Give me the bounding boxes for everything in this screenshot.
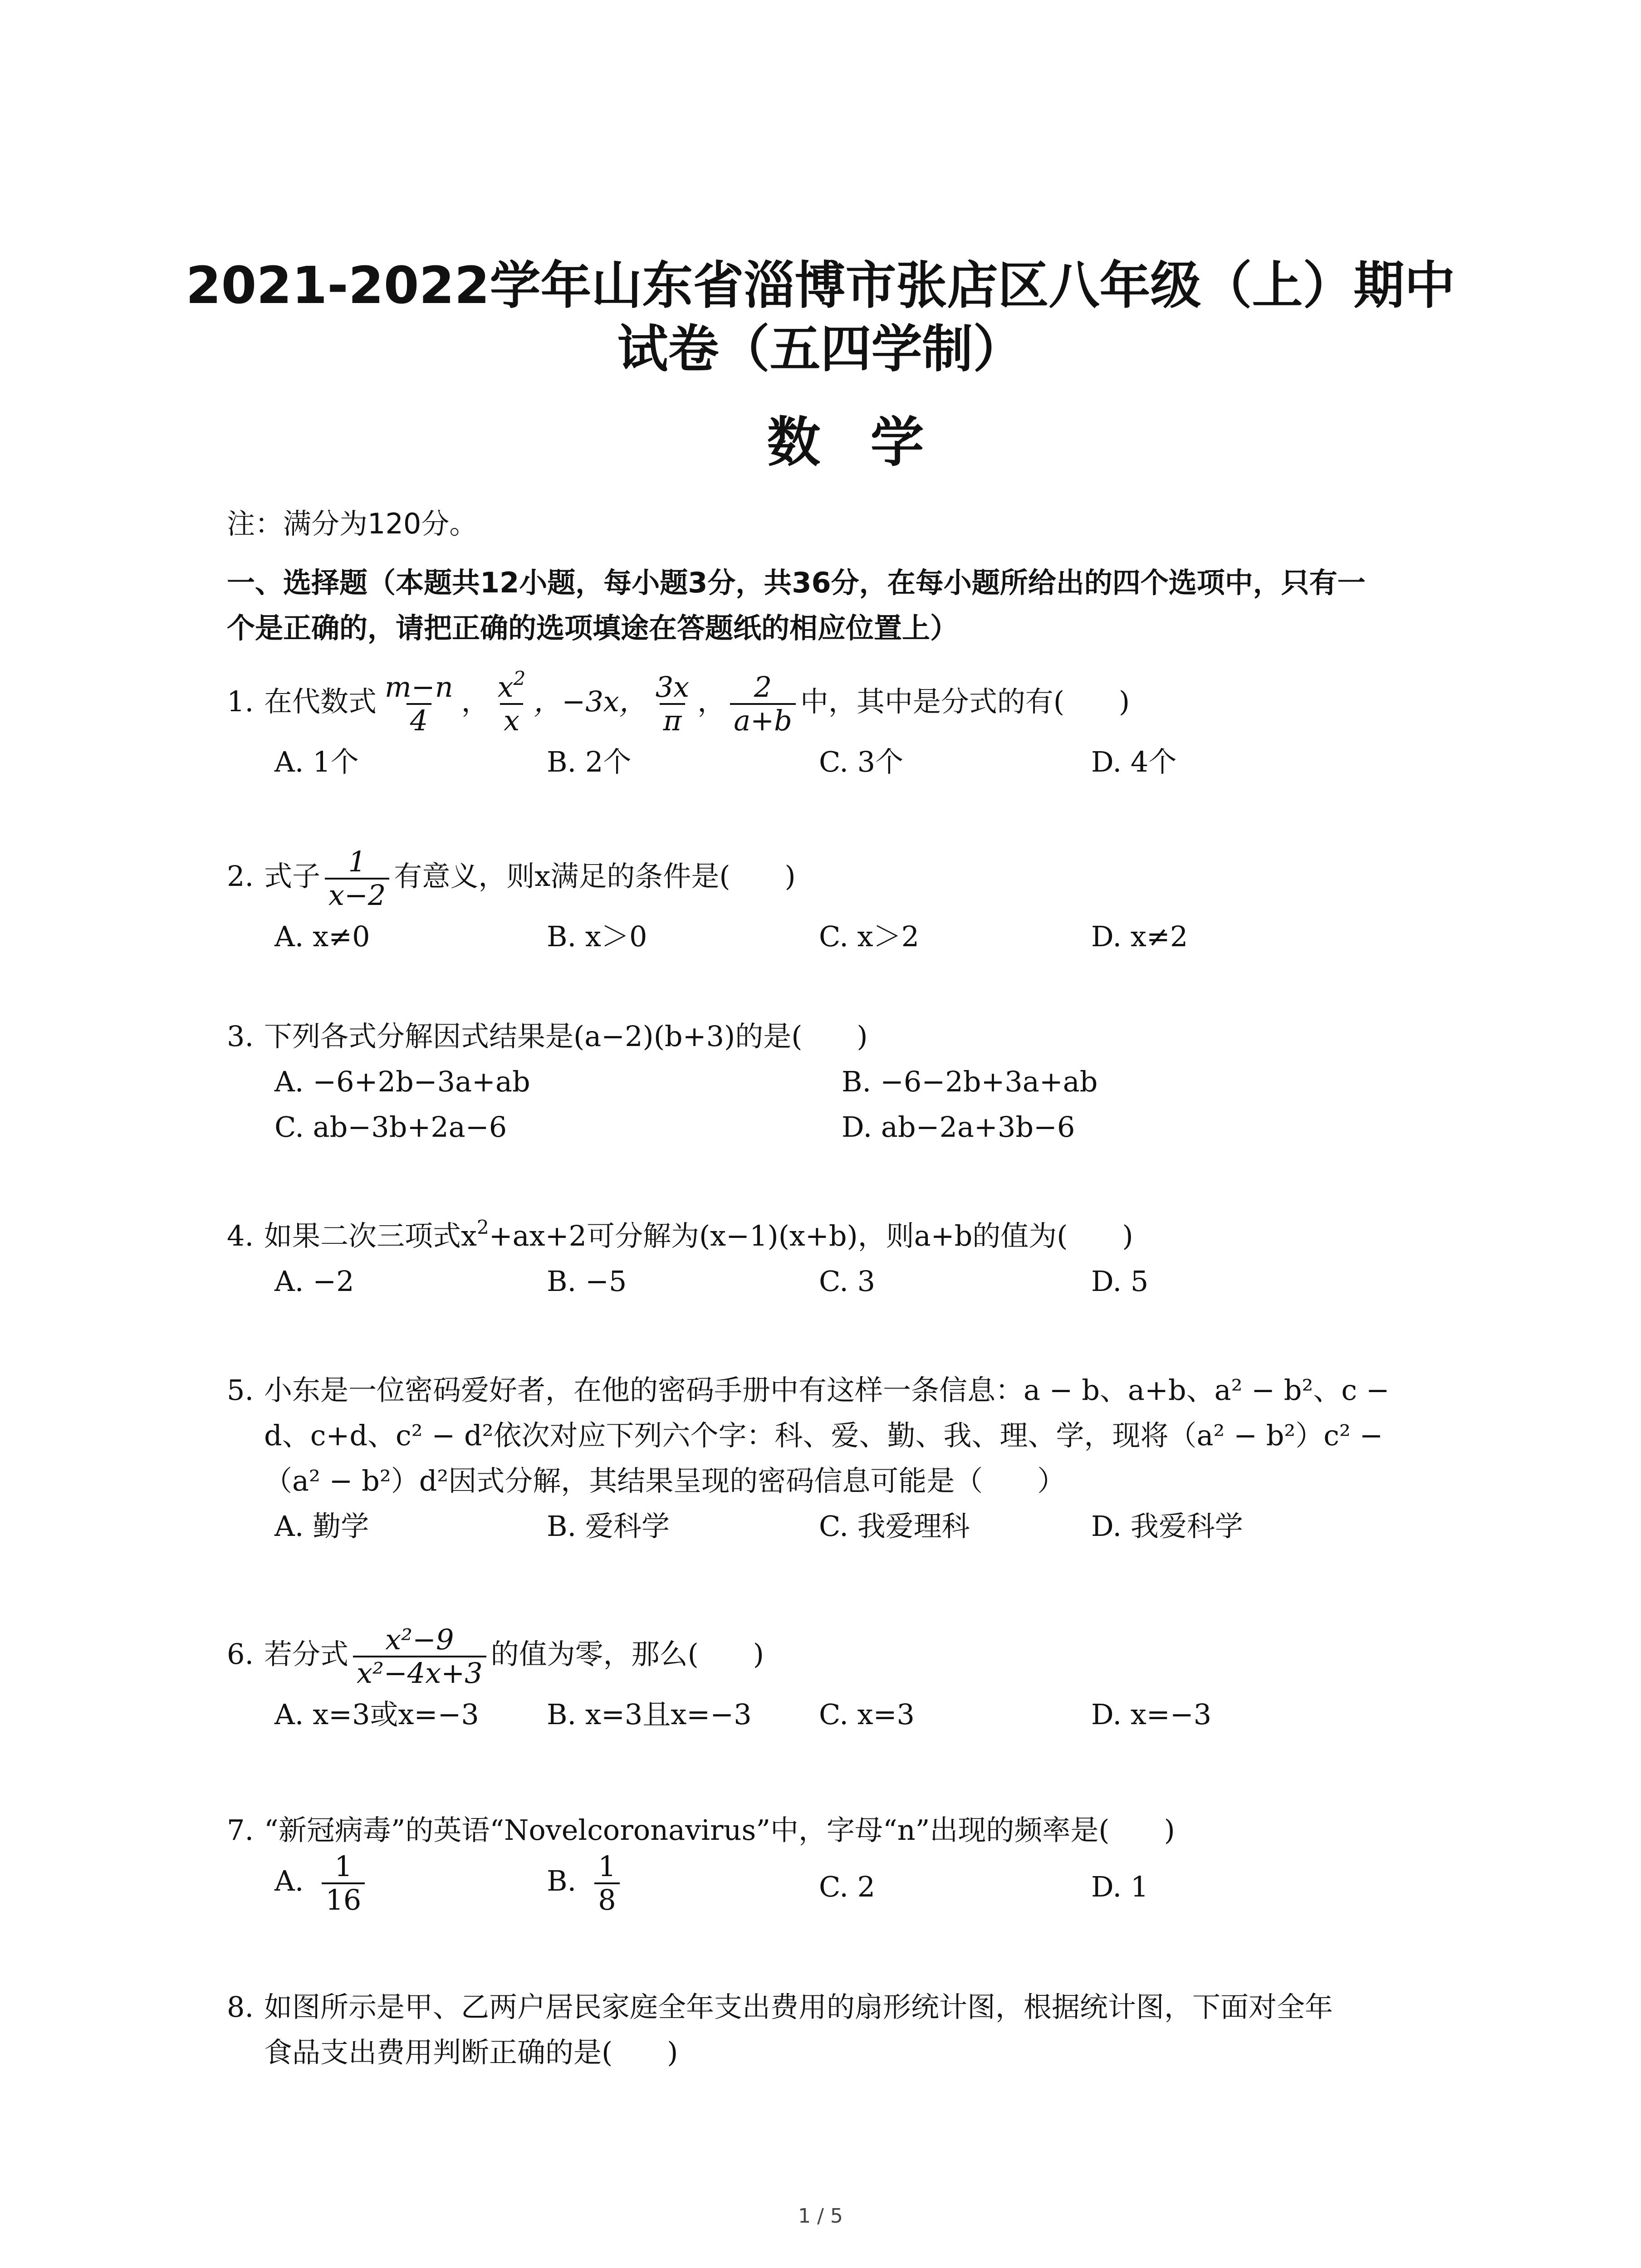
option-a[interactable]: A. x=3或x=−3 xyxy=(274,1698,479,1731)
option-b[interactable]: B. x＞0 xyxy=(547,920,647,953)
option-d[interactable]: D. x≠2 xyxy=(1091,920,1188,953)
fraction: $\frac{1}{x-2}$ xyxy=(325,846,389,911)
option-b[interactable]: B. x=3且x=−3 xyxy=(547,1698,752,1731)
fraction: $\frac{3x}{\pi}$ xyxy=(655,670,690,737)
option-a[interactable]: A. 勤学 xyxy=(274,1510,369,1543)
question-number: 8. xyxy=(227,1990,254,2024)
section1-heading-line2: 个是正确的，请把正确的选项填途在答题纸的相应位置上） xyxy=(227,611,959,645)
option-c[interactable]: C. 3个 xyxy=(819,745,904,778)
question-5: 5. 小东是一位密码爱好者，在他的密码手册中有这样一条信息：a − b、a+b、a² − b²、c − xyxy=(227,1372,1390,1408)
option-a[interactable]: A. −6+2b−3a+ab xyxy=(274,1065,530,1098)
option-b[interactable]: B. 2个 xyxy=(547,745,632,778)
option-d[interactable]: D. 5 xyxy=(1091,1265,1149,1298)
option-b[interactable]: B. $\frac{1}{8}$ xyxy=(547,1851,624,1916)
exam-title-line1: 2021-2022学年山东省淄博市张店区八年级（上）期中 xyxy=(186,256,1455,315)
question-8: 8. 如图所示是甲、乙两户居民家庭全年支出费用的扇形统计图，根据统计图，下面对全年 xyxy=(227,1989,1333,2025)
option-a[interactable]: A. x≠0 xyxy=(274,920,370,953)
question-number: 4. xyxy=(227,1219,254,1252)
option-c[interactable]: C. x=3 xyxy=(819,1698,915,1731)
question-text: 在代数式 xyxy=(264,685,377,719)
option-a[interactable]: A. 1个 xyxy=(274,745,359,778)
option-c[interactable]: C. ab−3b+2a−6 xyxy=(274,1110,507,1144)
option-b[interactable]: B. −5 xyxy=(547,1265,627,1298)
question-number: 1. xyxy=(227,685,254,719)
question-number: 2. xyxy=(227,860,254,893)
question-1: 1. 在代数式 $\frac{m-n}{4}$ ， $\frac{x^2}{x}$ ，−3x， $\frac{3x}{\pi}$ ， $\frac{2}{a+b}$ 中，其中是分式的有( ) xyxy=(227,667,1130,737)
option-c[interactable]: C. 3 xyxy=(819,1265,876,1298)
option-c[interactable]: C. 我爱理科 xyxy=(819,1510,970,1543)
section1-heading-line1: 一、选择题（本题共12小题，每小题3分，共36分，在每小题所给出的四个选项中，只有一 xyxy=(227,566,1366,599)
subject-title: 数学 xyxy=(767,411,974,474)
question-5-line2: d、c+d、c² − d²依次对应下列六个字：科、爱、勤、我、理、学，现将（a² − b²）c² − xyxy=(264,1419,1383,1452)
option-c[interactable]: C. x＞2 xyxy=(819,920,920,953)
option-d[interactable]: D. 我爱科学 xyxy=(1091,1510,1243,1543)
option-c[interactable]: C. 2 xyxy=(819,1870,876,1903)
question-7: 7. “新冠病毒”的英语“Novelcoronavirus”中，字母“n”出现的频率是( ) xyxy=(227,1812,1175,1848)
question-number: 3. xyxy=(227,1020,254,1053)
option-d[interactable]: D. 4个 xyxy=(1091,745,1177,778)
score-note: 注：满分为120分。 xyxy=(227,507,478,540)
question-number: 7. xyxy=(227,1813,254,1847)
question-number: 6. xyxy=(227,1637,254,1671)
option-b[interactable]: B. 爱科学 xyxy=(547,1510,670,1543)
exam-title-line2: 试卷（五四学制） xyxy=(617,320,1024,379)
option-d[interactable]: D. x=−3 xyxy=(1091,1698,1212,1731)
question-8-line2: 食品支出费用判断正确的是( ) xyxy=(264,2036,678,2069)
option-a[interactable]: A. $\frac{1}{16}$ xyxy=(274,1851,369,1916)
option-d[interactable]: D. 1 xyxy=(1091,1870,1149,1903)
fraction: $\frac{\text{x²−9}}{\text{x²−4x+3}}$ xyxy=(353,1624,486,1689)
question-3: 3. 下列各式分解因式结果是(a−2)(b+3)的是( ) xyxy=(227,1018,868,1055)
option-d[interactable]: D. ab−2a+3b−6 xyxy=(842,1110,1075,1144)
question-6: 6. 若分式 $\frac{\text{x²−9}}{\text{x²−4x+3}}$ 的值为零，那么( ) xyxy=(227,1623,764,1690)
option-b[interactable]: B. −6−2b+3a+ab xyxy=(842,1065,1098,1098)
page-number: 1 / 5 xyxy=(798,2204,843,2228)
question-5-line3: （a² − b²）d²因式分解，其结果呈现的密码信息可能是（ ） xyxy=(264,1464,1066,1497)
question-2: 2. 式子 $\frac{1}{x-2}$ 有意义，则x满足的条件是( ) xyxy=(227,845,796,912)
question-number: 5. xyxy=(227,1374,254,1407)
option-a[interactable]: A. −2 xyxy=(274,1265,354,1298)
fraction: $\frac{2}{a+b}$ xyxy=(730,671,796,737)
question-4: 4. 如果二次三项式$x^2+ax+2$可分解为(x−1)(x+b)，则a+b的值为( ) xyxy=(227,1218,1133,1254)
fraction: $\frac{x^2}{x}$ xyxy=(497,667,526,737)
fraction: $\frac{m-n}{4}$ xyxy=(385,670,453,737)
